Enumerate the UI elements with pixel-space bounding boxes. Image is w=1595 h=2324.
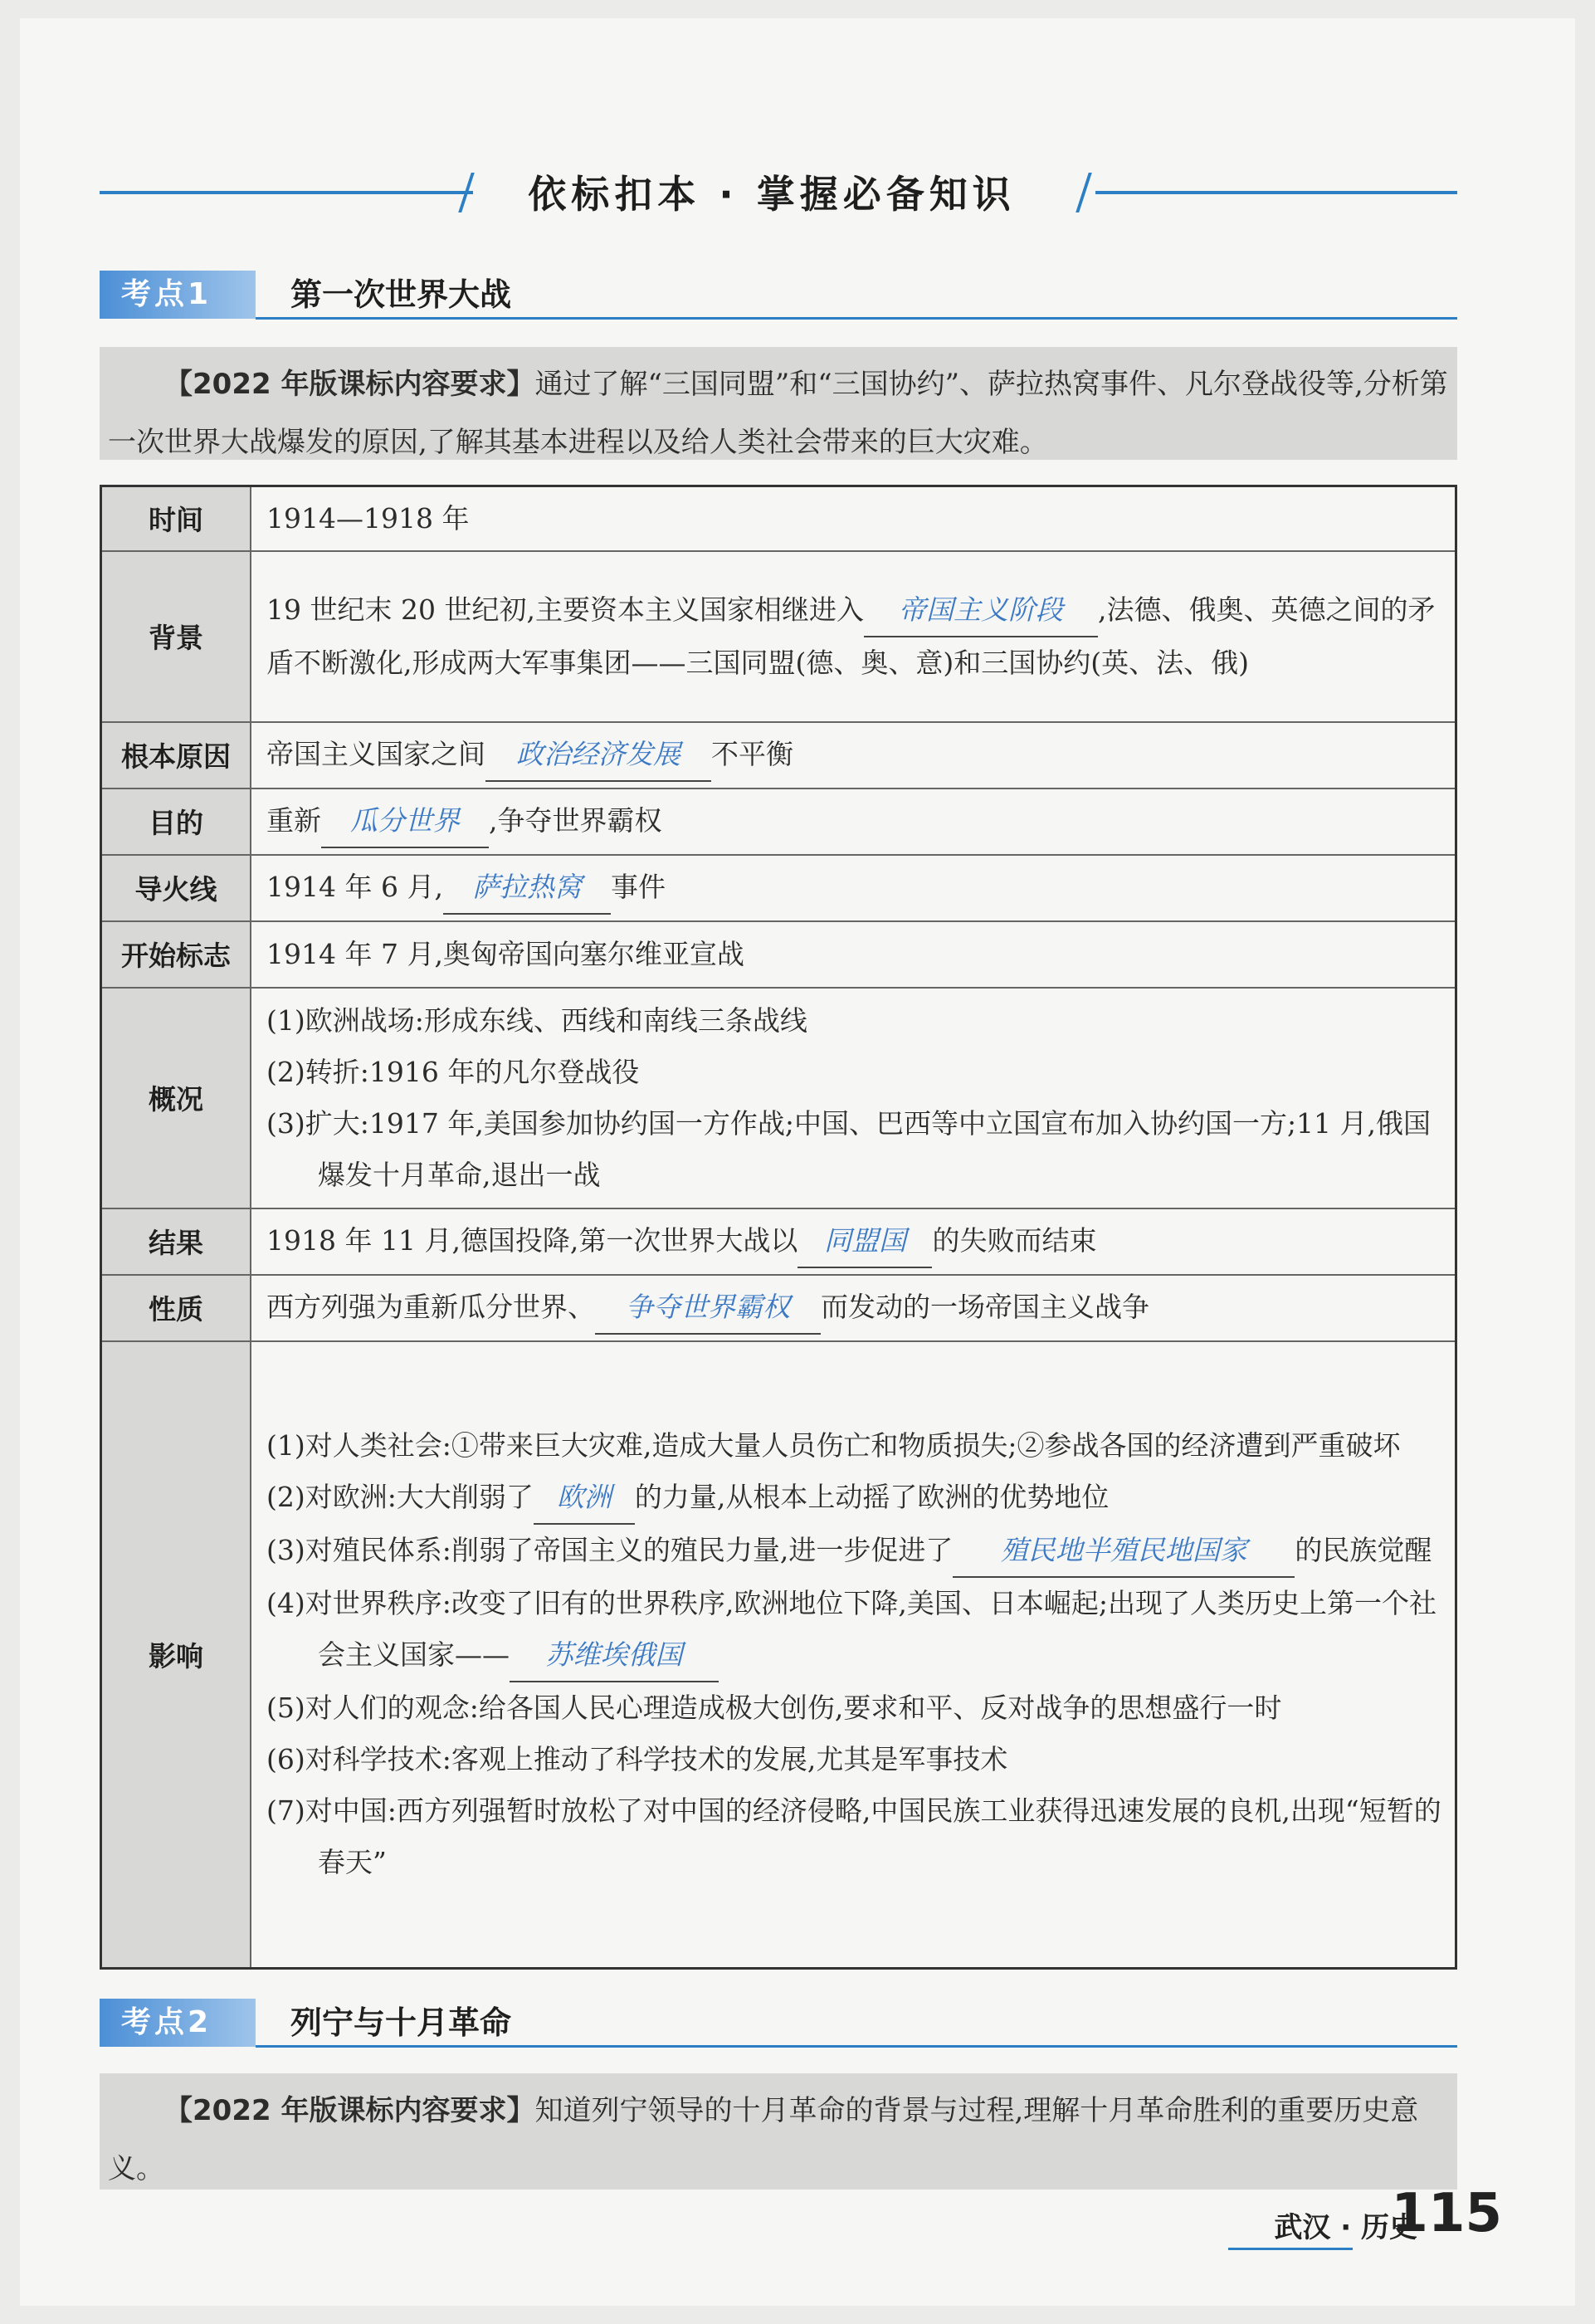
label-nature: 性质 <box>101 1275 251 1341</box>
label-goal: 目的 <box>101 788 251 855</box>
label-start: 开始标志 <box>101 921 251 988</box>
section1-title: 第一次世界大战 <box>290 276 512 313</box>
goal-text-pre: 重新 <box>266 803 321 837</box>
banner-rule-left <box>100 191 473 194</box>
section1-req-label: 【2022 年版课标内容要求】 <box>164 368 535 401</box>
root-text-pre: 帝国主义国家之间 <box>266 737 485 770</box>
nature-text-pre: 西方列强为重新瓜分世界、 <box>266 1290 595 1323</box>
section2-requirement <box>100 2073 1457 2190</box>
goal-text-post: ,争夺世界霸权 <box>489 803 662 837</box>
overview-item: (3)扩大:1917 年,美国参加协约国一方作战;中国、巴西等中立国宣布加入协约国一方;11 月,俄国爆发十月革命,退出一战 <box>266 1106 1432 1191</box>
value-impact <box>251 1341 1456 1969</box>
row-start <box>101 921 1456 988</box>
impact-item: (1)对人类社会:①带来巨大灾难,造成大量人员伤亡和物质损失;②参战各国的经济遭到严重破坏 <box>266 1429 1401 1462</box>
section2-rule <box>256 2045 1457 2048</box>
answer-blank-nature: 争夺世界霸权 <box>595 1282 821 1335</box>
impact-item <box>266 1472 1441 1525</box>
value-result <box>251 1208 1456 1275</box>
impact3-post: 的民族觉醒 <box>1295 1534 1432 1567</box>
page-number: 115 <box>1391 2183 1502 2244</box>
impact-item: (7)对中国:西方列强暂时放松了对中国的经济侵略,中国民族工业获得迅速发展的良机,出现“短暂的春天” <box>266 1794 1441 1879</box>
label-fuse: 导火线 <box>101 855 251 921</box>
row-time <box>101 486 1456 551</box>
impact2-pre: (2)对欧洲:大大削弱了 <box>266 1481 534 1514</box>
ww1-table <box>100 485 1457 1970</box>
answer-blank-background: 帝国主义阶段 <box>864 584 1098 637</box>
result-text-post: 的失败而结束 <box>932 1223 1097 1257</box>
background-text-post: ,法德、俄奥、英德之间的矛盾不断激化,形成两大军事集团——三国同盟(德、奥、意)和三国协约(英、法、俄) <box>266 593 1436 679</box>
section2-req-text: 知道列宁领导的十月革命的背景与过程,理解十月革命胜利的重要历史意义。 <box>108 2094 1419 2185</box>
value-time: 1914—1918 年 <box>251 486 1456 551</box>
result-text-pre: 1918 年 11 月,德国投降,第一次世界大战以 <box>266 1223 798 1257</box>
footer-rule <box>1228 2248 1353 2250</box>
nature-text-post: 而发动的一场帝国主义战争 <box>821 1290 1149 1323</box>
answer-blank-impact2: 欧洲 <box>534 1472 635 1525</box>
label-root-cause: 根本原因 <box>101 722 251 788</box>
value-goal <box>251 788 1456 855</box>
label-time: 时间 <box>101 486 251 551</box>
banner-rule-right <box>1095 191 1457 194</box>
overview-item: (2)转折:1916 年的凡尔登战役 <box>266 1055 640 1088</box>
label-background: 背景 <box>101 551 251 722</box>
label-result: 结果 <box>101 1208 251 1275</box>
row-background <box>101 551 1456 722</box>
banner-title: 依标扣本 · 掌握必备知识 <box>528 172 1016 217</box>
section2-req-label: 【2022 年版课标内容要求】 <box>164 2094 535 2127</box>
impact-item: (6)对科学技术:客观上推动了科学技术的发展,尤其是军事技术 <box>266 1743 1008 1776</box>
fuse-text-pre: 1914 年 6 月, <box>266 870 443 903</box>
section2-badge: 考点2 <box>100 1999 256 2047</box>
answer-blank-goal: 瓜分世界 <box>321 795 489 848</box>
fuse-text-post: 事件 <box>610 870 666 903</box>
section1-requirement <box>100 347 1457 460</box>
value-nature <box>251 1275 1456 1341</box>
label-overview: 概况 <box>101 988 251 1208</box>
section1-rule <box>256 317 1457 320</box>
impact-item <box>266 1525 1441 1578</box>
row-nature <box>101 1275 1456 1341</box>
impact-item <box>266 1578 1441 1682</box>
answer-blank-result: 同盟国 <box>798 1215 932 1268</box>
root-text-post: 不平衡 <box>711 737 793 770</box>
impact3-pre: (3)对殖民体系:削弱了帝国主义的殖民力量,进一步促进了 <box>266 1534 954 1567</box>
value-overview <box>251 988 1456 1208</box>
section2-title: 列宁与十月革命 <box>290 2004 512 2041</box>
row-impact <box>101 1341 1456 1969</box>
overview-item: (1)欧洲战场:形成东线、西线和南线三条战线 <box>266 1003 807 1037</box>
background-text-pre: 19 世纪末 20 世纪初,主要资本主义国家相继进入 <box>266 593 864 626</box>
row-overview <box>101 988 1456 1208</box>
answer-blank-root: 政治经济发展 <box>485 729 711 782</box>
label-impact: 影响 <box>101 1341 251 1969</box>
row-fuse <box>101 855 1456 921</box>
answer-blank-fuse: 萨拉热窝 <box>443 862 611 915</box>
impact2-post: 的力量,从根本上动摇了欧洲的优势地位 <box>634 1481 1110 1514</box>
section1-badge: 考点1 <box>100 271 256 319</box>
value-root-cause <box>251 722 1456 788</box>
answer-blank-impact3: 殖民地半殖民地国家 <box>953 1525 1295 1578</box>
value-background <box>251 551 1456 722</box>
section1-req-text: 通过了解“三国同盟”和“三国协约”、萨拉热窝事件、凡尔登战役等,分析第一次世界大战爆发的原因,了解其基本进程以及给人类社会带来的巨大灾难。 <box>108 368 1448 459</box>
impact4-pre: (4)对世界秩序:改变了旧有的世界秩序,欧洲地位下降,美国、日本崛起;出现了人类历史上第一个社会主义国家—— <box>266 1587 1436 1672</box>
value-start: 1914 年 7 月,奥匈帝国向塞尔维亚宣战 <box>251 921 1456 988</box>
answer-blank-impact4: 苏维埃俄国 <box>510 1629 719 1682</box>
row-goal <box>101 788 1456 855</box>
value-fuse <box>251 855 1456 921</box>
row-root-cause <box>101 722 1456 788</box>
row-result <box>101 1208 1456 1275</box>
impact-item: (5)对人们的观念:给各国人民心理造成极大创伤,要求和平、反对战争的思想盛行一时 <box>266 1692 1282 1725</box>
footer-subject: 武汉 · 历史 <box>1274 2211 1417 2244</box>
